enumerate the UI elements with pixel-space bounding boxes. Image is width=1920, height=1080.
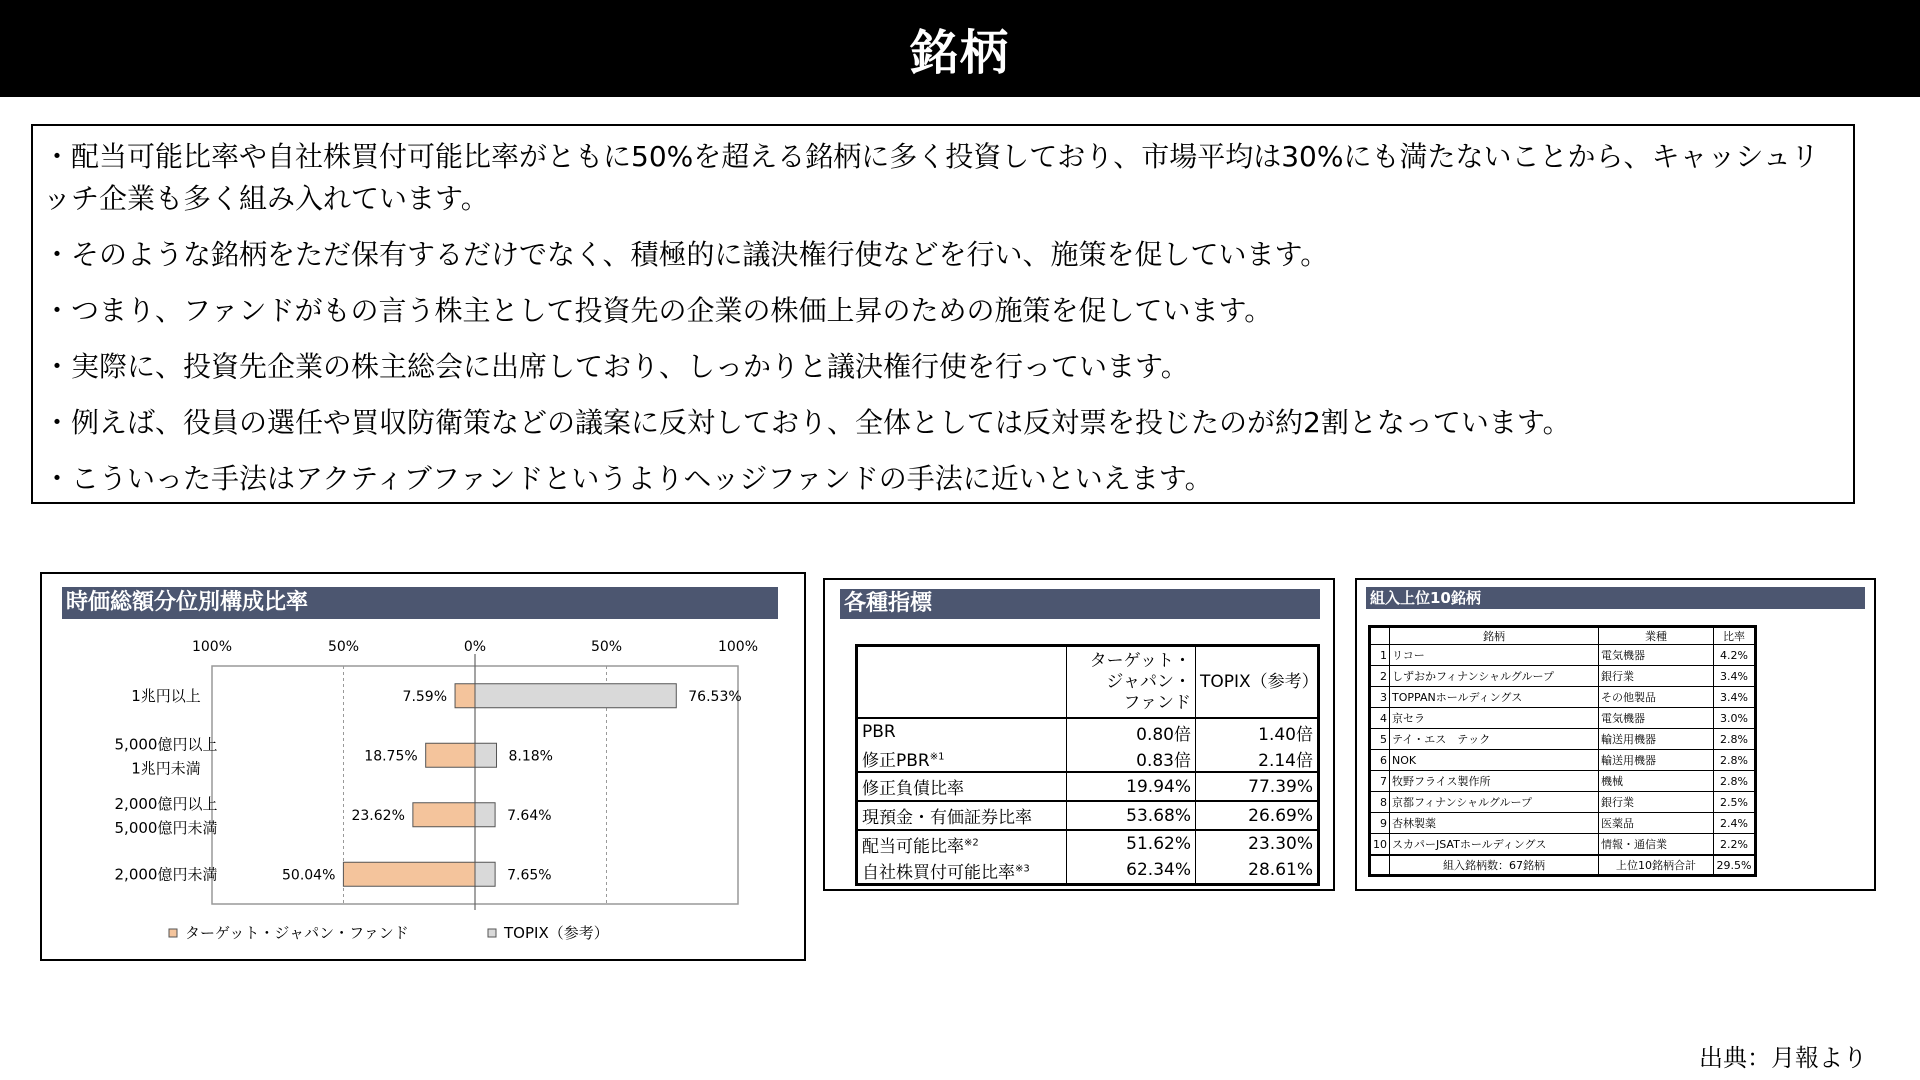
ratio: 2.2% bbox=[1714, 834, 1756, 856]
category-label: 1兆円以上 bbox=[131, 686, 201, 705]
category-label: 5,000億円未満 bbox=[114, 818, 218, 837]
data-label-topix: 7.65% bbox=[507, 867, 552, 884]
bar-fund bbox=[455, 684, 475, 708]
data-label-fund: 50.04% bbox=[282, 867, 336, 884]
legend-swatch-fund bbox=[169, 929, 177, 937]
stock-name: リコー bbox=[1390, 645, 1599, 666]
x-tick-label: 0% bbox=[463, 639, 487, 655]
bullet-item: ・こういった手法はアクティブファンドというよりヘッジファンドの手法に近いといえます。 bbox=[43, 462, 1213, 495]
indicator-header-blank bbox=[857, 646, 1067, 719]
indicator-name: 自社株買付可能比率$^{※3}$ bbox=[857, 857, 1067, 885]
chart-title: 時価総額分位別構成比率 bbox=[62, 587, 778, 619]
table-row bbox=[1370, 792, 1756, 813]
x-tick-label: 50% bbox=[590, 639, 623, 655]
bullet-item: ・そのような銘柄をただ保有するだけでなく、積極的に議決権行使などを行い、施策を促しています。 bbox=[43, 238, 1329, 271]
top10-total-value: 29.5% bbox=[1714, 855, 1756, 876]
rank: 10 bbox=[1370, 834, 1390, 856]
category-label: 1兆円未満 bbox=[131, 759, 201, 778]
rank: 2 bbox=[1370, 666, 1390, 687]
bar-fund bbox=[343, 862, 475, 886]
indicator-fund-value: 62.34% bbox=[1067, 857, 1196, 885]
industry: 銀行業 bbox=[1599, 792, 1714, 813]
top10-header-ratio: 比率 bbox=[1714, 627, 1756, 645]
stock-name: 牧野フライス製作所 bbox=[1390, 771, 1599, 792]
bar-fund bbox=[413, 803, 475, 827]
data-label-topix: 7.64% bbox=[507, 807, 552, 824]
market-cap-chart bbox=[42, 574, 804, 959]
ratio: 3.4% bbox=[1714, 687, 1756, 708]
ratio: 2.8% bbox=[1714, 729, 1756, 750]
data-label-topix: 76.53% bbox=[688, 688, 742, 705]
data-label-fund: 7.59% bbox=[402, 688, 448, 705]
rank: 9 bbox=[1370, 813, 1390, 834]
data-label-topix: 8.18% bbox=[508, 748, 553, 765]
legend-label-fund: ターゲット・ジャパン・ファンド bbox=[185, 924, 409, 942]
bullet-box bbox=[31, 124, 1855, 504]
indicator-topix-value: 77.39% bbox=[1196, 772, 1319, 801]
stock-name: テイ・エス テック bbox=[1390, 729, 1599, 750]
indicator-name: 現預金・有価証券比率 bbox=[857, 801, 1067, 830]
table-row bbox=[1370, 771, 1756, 792]
data-label-fund: 18.75% bbox=[364, 748, 418, 765]
indicator-name: 配当可能比率$^{※2}$ bbox=[857, 830, 1067, 857]
indicator-fund-value: 51.62% bbox=[1067, 830, 1196, 857]
stock-name: TOPPANホールディングス bbox=[1390, 687, 1599, 708]
indicator-fund-value: 19.94% bbox=[1067, 772, 1196, 801]
indicator-name: 修正負債比率 bbox=[857, 772, 1067, 801]
indicator-topix-value: 1.40倍 bbox=[1196, 718, 1319, 745]
top10-total-label: 上位10銘柄合計 bbox=[1599, 855, 1714, 876]
bar-topix bbox=[475, 743, 497, 767]
rank: 8 bbox=[1370, 792, 1390, 813]
x-tick-label: 50% bbox=[327, 639, 360, 655]
stock-name: 京都フィナンシャルグループ bbox=[1390, 792, 1599, 813]
header-line: ジャパン・ bbox=[1106, 671, 1191, 692]
page-title: 銘柄 bbox=[909, 25, 1010, 81]
industry: 機械 bbox=[1599, 771, 1714, 792]
category-label: 2,000億円以上 bbox=[114, 794, 218, 813]
header-line: ターゲット・ bbox=[1089, 650, 1191, 671]
indicator-topix-value: 2.14倍 bbox=[1196, 745, 1319, 772]
table-row bbox=[1370, 708, 1756, 729]
bar-topix bbox=[475, 684, 676, 708]
indicator-header-topix: TOPIX（参考） bbox=[1196, 646, 1319, 719]
x-tick-label: 100% bbox=[717, 639, 759, 655]
top10-table bbox=[1368, 625, 1757, 877]
bullet-item: ・配当可能比率や自社株買付可能比率がともに50%を超える銘柄に多く投資しており、市場平均は30%にも満たないことから、キャッシュリッチ企業も多く組み入れています。 bbox=[43, 140, 1819, 215]
indicator-topix-value: 23.30% bbox=[1196, 830, 1319, 857]
industry: 輸送用機器 bbox=[1599, 750, 1714, 771]
stock-name: 京セラ bbox=[1390, 708, 1599, 729]
bullet-item: ・つまり、ファンドがもの言う株主として投資先の企業の株価上昇のための施策を促しています。 bbox=[43, 294, 1273, 327]
top10-header-rank bbox=[1370, 627, 1390, 645]
industry: その他製品 bbox=[1599, 687, 1714, 708]
table-row bbox=[1370, 834, 1756, 856]
top10-title: 組入上位10銘柄 bbox=[1366, 587, 1865, 609]
market-cap-chart-panel bbox=[40, 572, 806, 961]
x-tick-label: 100% bbox=[191, 639, 233, 655]
category-label: 5,000億円以上 bbox=[114, 735, 218, 754]
table-row bbox=[1370, 645, 1756, 666]
ratio: 2.4% bbox=[1714, 813, 1756, 834]
legend-swatch-topix bbox=[488, 929, 496, 937]
rank: 4 bbox=[1370, 708, 1390, 729]
indicators-table bbox=[855, 644, 1320, 886]
ratio: 3.4% bbox=[1714, 666, 1756, 687]
table-row bbox=[1370, 813, 1756, 834]
indicator-topix-value: 28.61% bbox=[1196, 857, 1319, 885]
source-note: 出典：月報より bbox=[1699, 1044, 1867, 1072]
industry: 電気機器 bbox=[1599, 708, 1714, 729]
header-line: ファンド bbox=[1123, 692, 1191, 713]
category-label: 2,000億円未満 bbox=[114, 865, 218, 884]
ratio: 2.5% bbox=[1714, 792, 1756, 813]
title-bar bbox=[0, 0, 1920, 97]
industry: 銀行業 bbox=[1599, 666, 1714, 687]
indicators-panel bbox=[823, 578, 1335, 891]
stock-name: スカパーJSATホールディングス bbox=[1390, 834, 1599, 856]
bar-topix bbox=[475, 862, 495, 886]
holdings-count: 組入銘柄数：67銘柄 bbox=[1390, 855, 1599, 876]
rank: 3 bbox=[1370, 687, 1390, 708]
data-label-fund: 23.62% bbox=[351, 807, 405, 824]
indicator-topix-value: 26.69% bbox=[1196, 801, 1319, 830]
footer-blank bbox=[1370, 855, 1390, 876]
industry: 輸送用機器 bbox=[1599, 729, 1714, 750]
ratio: 4.2% bbox=[1714, 645, 1756, 666]
table-row bbox=[1370, 750, 1756, 771]
indicator-fund-value: 53.68% bbox=[1067, 801, 1196, 830]
indicator-header-fund bbox=[1067, 646, 1196, 719]
indicator-name: 修正PBR$^{※1}$ bbox=[857, 745, 1067, 772]
stock-name: 杏林製薬 bbox=[1390, 813, 1599, 834]
bullet-item: ・例えば、役員の選任や買収防衛策などの議案に反対しており、全体としては反対票を投じたのが約2割となっています。 bbox=[43, 406, 1571, 439]
top10-header-industry: 業種 bbox=[1599, 627, 1714, 645]
stock-name: NOK bbox=[1390, 750, 1599, 771]
ratio: 2.8% bbox=[1714, 771, 1756, 792]
bar-topix bbox=[475, 803, 495, 827]
indicators-title: 各種指標 bbox=[840, 589, 1320, 619]
rank: 7 bbox=[1370, 771, 1390, 792]
indicator-fund-value: 0.80倍 bbox=[1067, 718, 1196, 745]
industry: 電気機器 bbox=[1599, 645, 1714, 666]
bar-fund bbox=[426, 743, 475, 767]
top10-header-name: 銘柄 bbox=[1390, 627, 1599, 645]
ratio: 3.0% bbox=[1714, 708, 1756, 729]
indicator-name: PBR bbox=[857, 718, 1067, 745]
bullet-item: ・実際に、投資先企業の株主総会に出席しており、しっかりと議決権行使を行っています。 bbox=[43, 350, 1189, 383]
rank: 1 bbox=[1370, 645, 1390, 666]
ratio: 2.8% bbox=[1714, 750, 1756, 771]
top10-footer-row bbox=[1370, 855, 1756, 876]
industry: 情報・通信業 bbox=[1599, 834, 1714, 856]
top10-panel bbox=[1355, 578, 1876, 891]
table-row bbox=[1370, 687, 1756, 708]
table-row bbox=[1370, 666, 1756, 687]
industry: 医薬品 bbox=[1599, 813, 1714, 834]
rank: 5 bbox=[1370, 729, 1390, 750]
legend-label-topix: TOPIX（参考） bbox=[504, 924, 609, 942]
stock-name: しずおかフィナンシャルグループ bbox=[1390, 666, 1599, 687]
rank: 6 bbox=[1370, 750, 1390, 771]
table-row bbox=[1370, 729, 1756, 750]
indicator-fund-value: 0.83倍 bbox=[1067, 745, 1196, 772]
